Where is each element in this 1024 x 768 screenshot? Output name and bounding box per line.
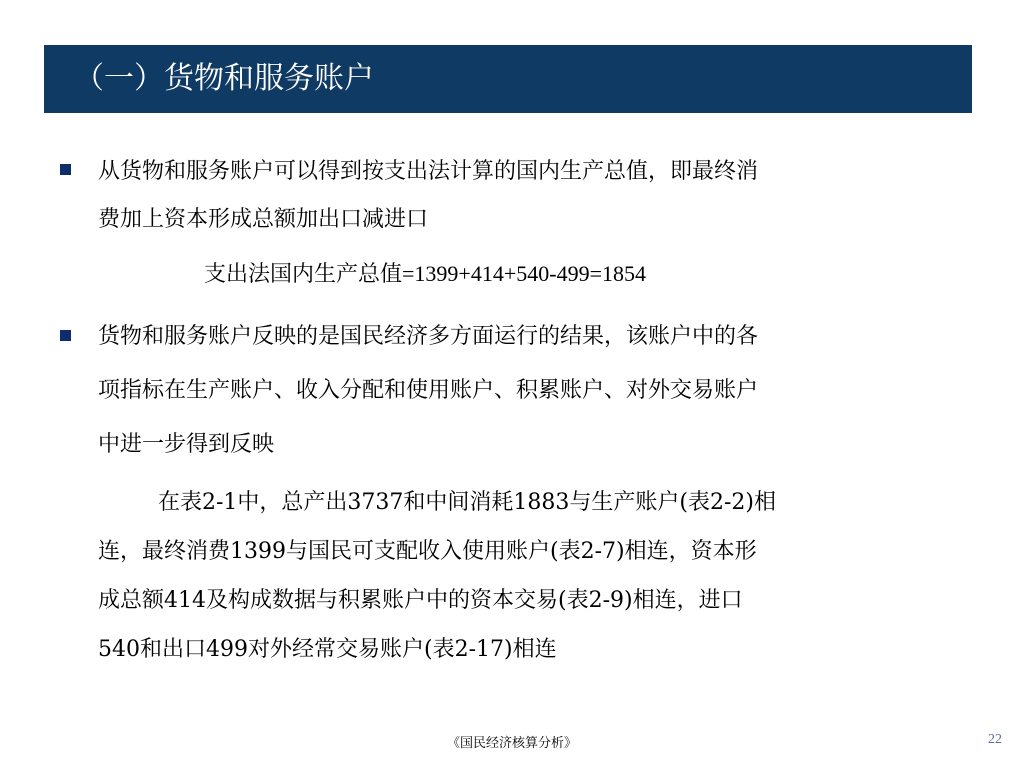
bullet-2-line-3: 中进一步得到反映 [98, 432, 275, 457]
gdp-formula [204, 254, 646, 295]
formula-label: 支出法国内生产总值 [204, 262, 403, 287]
slide-title: （一）货物和服务账户 [74, 61, 374, 96]
paragraph-line-1: 在表2-1中，总产出3737和中间消耗1883与生产账户(表2-2)相 [158, 490, 776, 515]
formula-expression: =1399+414+540-499=1854 [402, 261, 646, 286]
square-bullet-icon [60, 330, 71, 341]
page-number: 22 [988, 732, 1002, 747]
bullet-2-line-2: 项指标在生产账户、收入分配和使用账户、积累账户、对外交易账户 [98, 378, 759, 403]
bullet-text-1 [98, 148, 960, 244]
paragraph-line-4: 540和出口499对外经常交易账户(表2-17)相连 [98, 637, 557, 662]
detail-paragraph [98, 478, 968, 674]
bullet-2-line-1: 货物和服务账户反映的是国民经济多方面运行的结果，该账户中的各 [98, 324, 759, 349]
footer-book-title: 《国民经济核算分析》 [446, 736, 577, 751]
paragraph-line-3: 成总额414及构成数据与积累账户中的资本交易(表2-9)相连，进口 [98, 588, 743, 613]
square-bullet-icon [60, 164, 71, 175]
bullet-text-2 [98, 310, 960, 472]
bullet-1-line-2: 费加上资本形成总额加出口减进口 [98, 207, 429, 232]
title-bar [44, 45, 972, 113]
paragraph-line-2: 连，最终消费1399与国民可支配收入使用账户(表2-7)相连，资本形 [98, 539, 757, 564]
bullet-1-line-1: 从货物和服务账户可以得到按支出法计算的国内生产总值，即最终消 [98, 159, 759, 184]
